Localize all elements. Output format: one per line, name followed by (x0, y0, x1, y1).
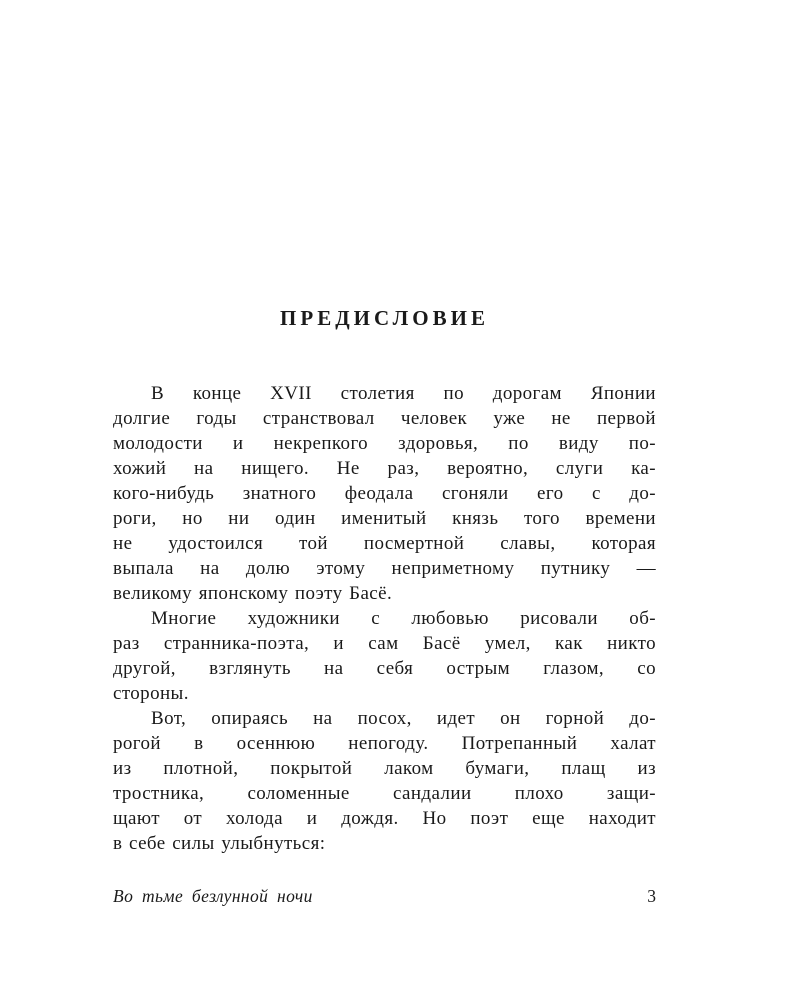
text-line: другой, взглянуть на себя острым глазом, со (113, 658, 656, 679)
text-line: хожий на нищего. Не раз, вероятно, слуги ка- (113, 458, 656, 479)
text-line: раз странника-поэта, и сам Басё умел, как никто (113, 633, 656, 654)
text-line: из плотной, покрытой лаком бумаги, плащ из (113, 758, 656, 779)
page-number: 3 (647, 886, 656, 906)
text-line: щают от холода и дождя. Но поэт еще находит (113, 808, 656, 829)
text-line: кого-нибудь знатного феодала сгоняли его с до- (113, 483, 656, 504)
text-line: не удостоился той посмертной славы, которая (113, 533, 656, 554)
paragraph-1 (113, 381, 656, 606)
text-line: Вот, опираясь на посох, идет он горной до- (151, 708, 656, 729)
text-line: молодости и некрепкого здоровья, по виду по- (113, 433, 656, 454)
text-line: роги, но ни один именитый князь того времени (113, 508, 656, 529)
page-footer (113, 886, 656, 907)
text-block (113, 306, 656, 856)
paragraph-3 (113, 706, 656, 856)
text-line: рогой в осеннюю непогоду. Потрепанный халат (113, 733, 656, 754)
text-line: В конце XVII столетия по дорогам Японии (151, 383, 656, 404)
paragraph-2 (113, 606, 656, 706)
text-line: стороны. (113, 683, 189, 704)
chapter-title: ПРЕДИСЛОВИЕ (280, 306, 489, 330)
text-line: Многие художники с любовью рисовали об- (151, 608, 656, 629)
text-line: тростника, соломенные сандалии плохо защи- (113, 783, 656, 804)
text-line: выпала на долю этому неприметному путнику — (113, 558, 656, 579)
running-title: Во тьме безлунной ночи (113, 886, 313, 906)
text-line: долгие годы странствовал человек уже не первой (113, 408, 656, 429)
text-line: в себе силы улыбнуться: (113, 833, 326, 854)
text-line: великому японскому поэту Басё. (113, 583, 393, 604)
